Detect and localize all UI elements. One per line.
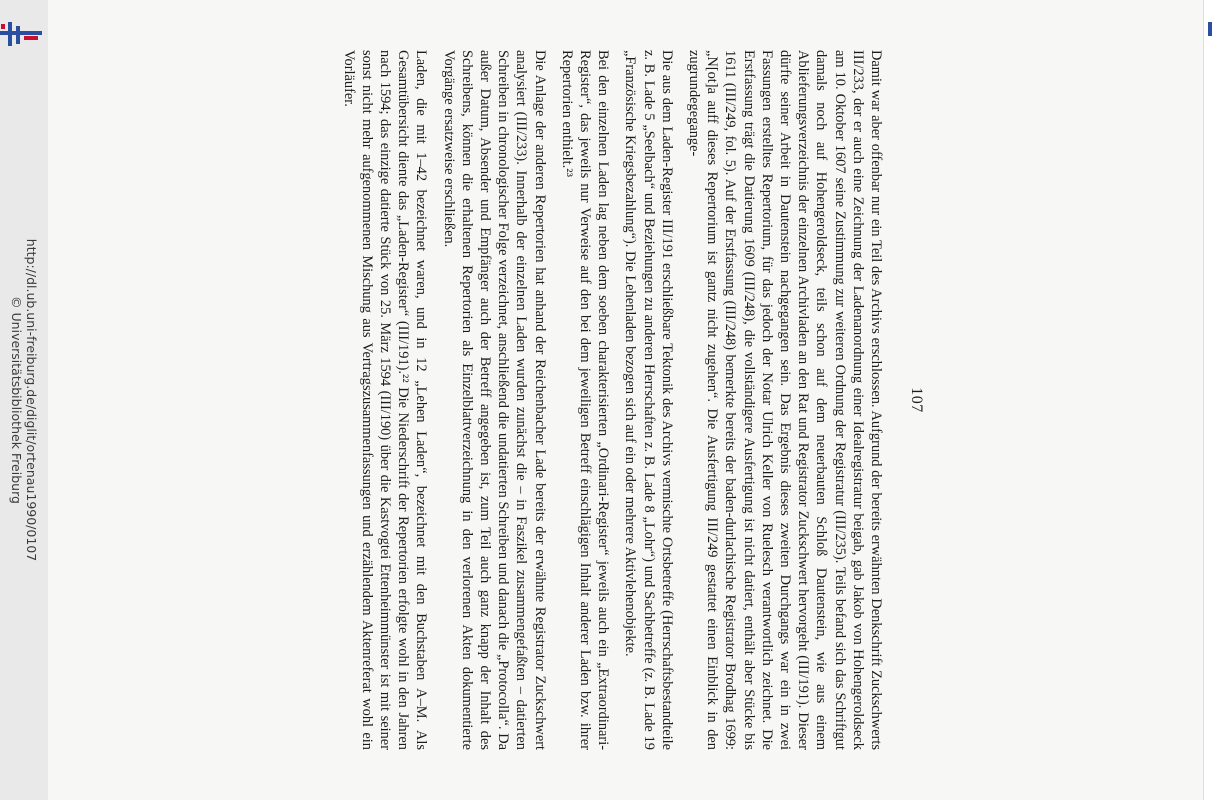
- page-edge: [1203, 0, 1214, 800]
- paragraph: Die aus dem Laden-Register III/191 erschließbare Tektonik des Archivs vermischte Ortsbetreffe (Herrschaftsbestandteile z. B. Lade 5 „Seelbach“ und Beziehungen zu anderen Herrschaften z. B. Lade 8 „Lohr“) und Sachbetreffe (z. B. Lade 19 „Französische Kriegsbezahlung“). Die Lehenladen bezogen sich auf ein oder mehrere Aktivlehenobjekte.: [622, 50, 675, 750]
- paragraph: Laden, die mit 1–42 bezeichnet waren, und in 12 „Lehen Laden“, bezeichnet mit den Buchstaben A–M. Als Gesamtübersicht diente das „Laden-Register“ (III/191).²² Die Niederschrift der Repertorien erfolgte wohl in den Jahren nach 1594; das einzige datierte Stück von 25. März 1594 (III/190) über die Kastvogtei Ettenheimmünster ist mit seiner sonst nicht mehr aufgenommenen Mischung aus Vertragszusammenfassungen und erzählendem Aktenreferat wohl ein Vorläufer.: [340, 50, 430, 750]
- source-label: [9, 239, 39, 561]
- source-url[interactable]: http://dl.ub.uni-freiburg.de/diglit/ortenau1990/0107: [24, 238, 39, 562]
- ub-freiburg-logo-icon: [0, 20, 42, 50]
- page-text-block: [340, 50, 925, 750]
- page-number: 107: [908, 387, 925, 413]
- copyright-notice: © Universitätsbibliothek Freiburg: [9, 296, 24, 504]
- page-edge-marker: [1208, 22, 1212, 36]
- viewer-sidebar: [0, 0, 48, 800]
- paragraph: Bei den einzelnen Laden lag neben dem soeben charakterisierten „Ordinari-Register“ jeweils auch ein „Extraordinari-Register“, das jeweils nur Verweise auf den bei dem jeweiligen Betreff einschlägigen Inhalt anderer Laden bzw. ihrer Repertorien enthielt.²³: [558, 50, 612, 750]
- paragraph: Die Anlage der anderen Repertorien hat anhand der Reichenbacher Lade bereits der erwähnte Registrator Zuckschwert analysiert (III/233). Innerhalb der einzelnen Laden wurden zunächst die – in Faszikel zusammengefaßten – datierten Schreiben in chronologischer Folge verzeichnet, anschließend die undatierten Schreiben und danach die „Protocolla“. Da außer Datum, Absender und Empfänger auch der Betreff angegeben ist, zum Teil auch ganz knapp der Inhalt des Schreibens, können die erhaltenen Repertorien als Einzelblattverzeichnung in den verlorenen Akten dokumentierte Vorgänge ersatzweise erschließen.: [440, 50, 548, 750]
- paragraph: Damit war aber offenbar nur ein Teil des Archivs erschlossen. Aufgrund der bereits erwähnten Denkschrift Zuckschwerts III/233, der er auch eine Zeichnung der Ladenanordnung einer Idealregistratur beigab, gab Jakob von Hohengeroldseck am 10. Oktober 1607 seine Zustimmung zur weiteren Ordnung der Registratur (III/235). Teils befand sich das Schriftgut damals noch auf Hohengeroldseck, teils schon auf dem neuerbauten Schloß Dautenstein, wie aus einem Ablieferungsverzeichnis der einzelnen Archivladen an den Rat und Registrator Zuckschwert hervorgeht (III/191). Dieser dürfte seiner Arbeit in Dautenstein nachgegangen sein. Das Ergebnis dieses zweiten Durchgangs war ein in zwei Fassungen erstelltes Repertorium, für das jedoch der Notar Ulrich Keller von Ruelesch verantwortlich zeichnet. Die Erstfassung trägt die Datierung 1609 (III/248), die vollständigere Ausfertigung ist nicht datiert, enthält aber Stücke bis 1611 (III/249, fol. 5). Auf der Erstfassung (III/248) bemerkte bereits der baden-durlachische Registrator Brodhag 1699: „N[ot]a auff dieses Repertorium ist gantz nicht zugehen“. Die Ausfertigung III/249 gestattet einen Einblick in den zugrundegegange-: [685, 50, 884, 750]
- scanned-page: [48, 0, 1214, 800]
